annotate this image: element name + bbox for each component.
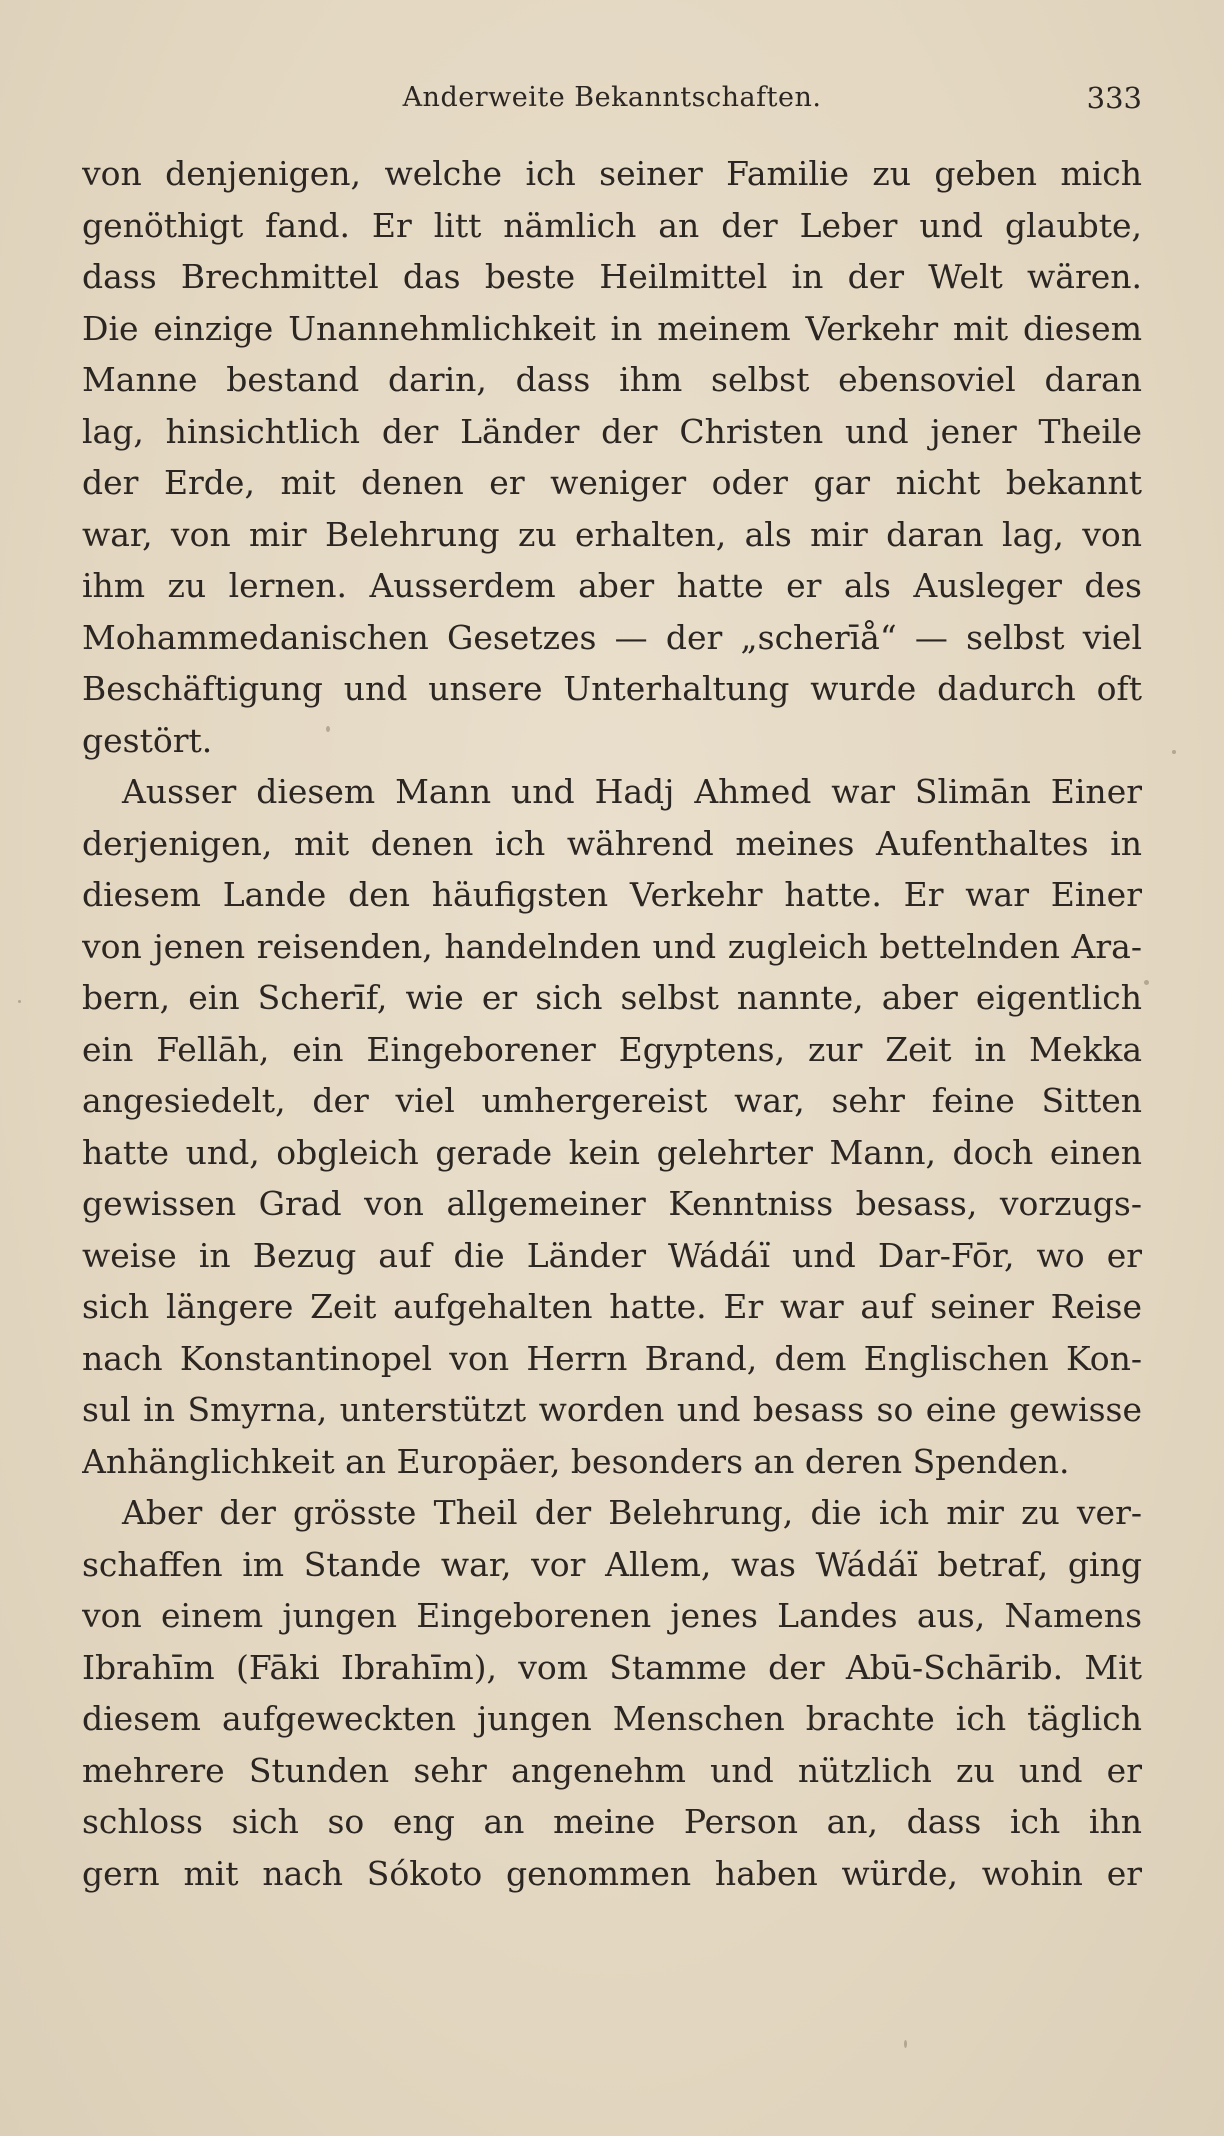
paper-speck (326, 726, 330, 732)
paper-speck (18, 1000, 21, 1003)
text-line: war, von mir Belehrung zu erhalten, als mir daran lag, von (82, 514, 1142, 554)
text-line: derjenigen, mit denen ich während meines Aufenthaltes in (82, 823, 1142, 863)
text-line: mehrere Stunden sehr angenehm und nützlich zu und er (82, 1750, 1142, 1790)
text-line: Manne bestand darin, dass ihm selbst ebensoviel daran (82, 360, 1142, 399)
text-line: weise in Bezug auf die Länder Wádáï und Dar-Fōr, wo er (82, 1235, 1142, 1275)
text-line: diesem Lande den häufigsten Verkehr hatte. Er war Einer (82, 875, 1142, 914)
text-line: lag, hinsichtlich der Länder der Christen und jener Theile (82, 411, 1142, 451)
text-line: von denjenigen, welche ich seiner Familie zu geben mich (82, 154, 1142, 193)
paper-speck (1172, 750, 1176, 754)
running-title: Anderweite Bekanntschaften. (402, 82, 822, 113)
text-line: Die einzige Unannehmlichkeit in meinem Verkehr mit diesem (82, 308, 1142, 348)
text-line: ein Fellāh, ein Eingeborener Egyptens, zur Zeit in Mekka (82, 1029, 1142, 1069)
text-line: Ibrahīm (Fāki Ibrahīm), vom Stamme der Abū-Schārib. Mit (82, 1647, 1142, 1687)
text-line: von jenen reisenden, handelnden und zugleich bettelnden Ara- (82, 926, 1142, 966)
text-line: ihm zu lernen. Ausserdem aber hatte er als Ausleger des (82, 566, 1142, 605)
text-line: diesem aufgeweckten jungen Menschen brachte ich täglich (82, 1699, 1142, 1738)
text-line: gern mit nach Sókoto genommen haben würde, wohin er (82, 1853, 1142, 1893)
text-line: gewissen Grad von allgemeiner Kenntniss besass, vorzugs- (82, 1184, 1142, 1223)
text-line: von einem jungen Eingeborenen jenes Landes aus, Namens (82, 1596, 1142, 1635)
text-line: hatte und, obgleich gerade kein gelehrter Mann, doch einen (82, 1132, 1142, 1172)
text-line: Beschäftigung und unsere Unterhaltung wurde dadurch oft (82, 669, 1142, 708)
text-line: gestört. (82, 720, 213, 760)
text-line: genöthigt fand. Er litt nämlich an der Leber und glaubte, (82, 205, 1142, 245)
text-line: Mohammedanischen Gesetzes — der „scherīå“ — selbst viel (82, 617, 1142, 657)
text-line: bern, ein Scherīf, wie er sich selbst nannte, aber eigentlich (82, 978, 1142, 1017)
running-head (82, 78, 1142, 118)
text-line: sul in Smyrna, unterstützt worden und besass so eine gewisse (82, 1390, 1142, 1429)
text-line: Anhänglichkeit an Europäer, besonders an deren Spenden. (82, 1441, 1070, 1481)
text-line: Ausser diesem Mann und Hadj Ahmed war Slimān Einer (122, 772, 1142, 811)
body-text (82, 148, 1142, 1899)
paper-speck (904, 2040, 907, 2048)
text-line: dass Brechmittel das beste Heilmittel in der Welt wären. (82, 257, 1142, 296)
text-line: nach Konstantinopel von Herrn Brand, dem Englischen Kon- (82, 1338, 1142, 1378)
text-line: der Erde, mit denen er weniger oder gar nicht bekannt (82, 463, 1142, 502)
text-line: schaffen im Stande war, vor Allem, was Wádáï betraf, ging (82, 1544, 1142, 1584)
paper-speck (1144, 980, 1149, 985)
text-line: schloss sich so eng an meine Person an, dass ich ihn (82, 1802, 1142, 1841)
text-line: sich längere Zeit aufgehalten hatte. Er war auf seiner Reise (82, 1287, 1142, 1326)
text-line: Aber der grösste Theil der Belehrung, die ich mir zu ver- (122, 1493, 1142, 1532)
text-line: angesiedelt, der viel umhergereist war, sehr feine Sitten (82, 1081, 1142, 1120)
page-number: 333 (1086, 81, 1142, 115)
